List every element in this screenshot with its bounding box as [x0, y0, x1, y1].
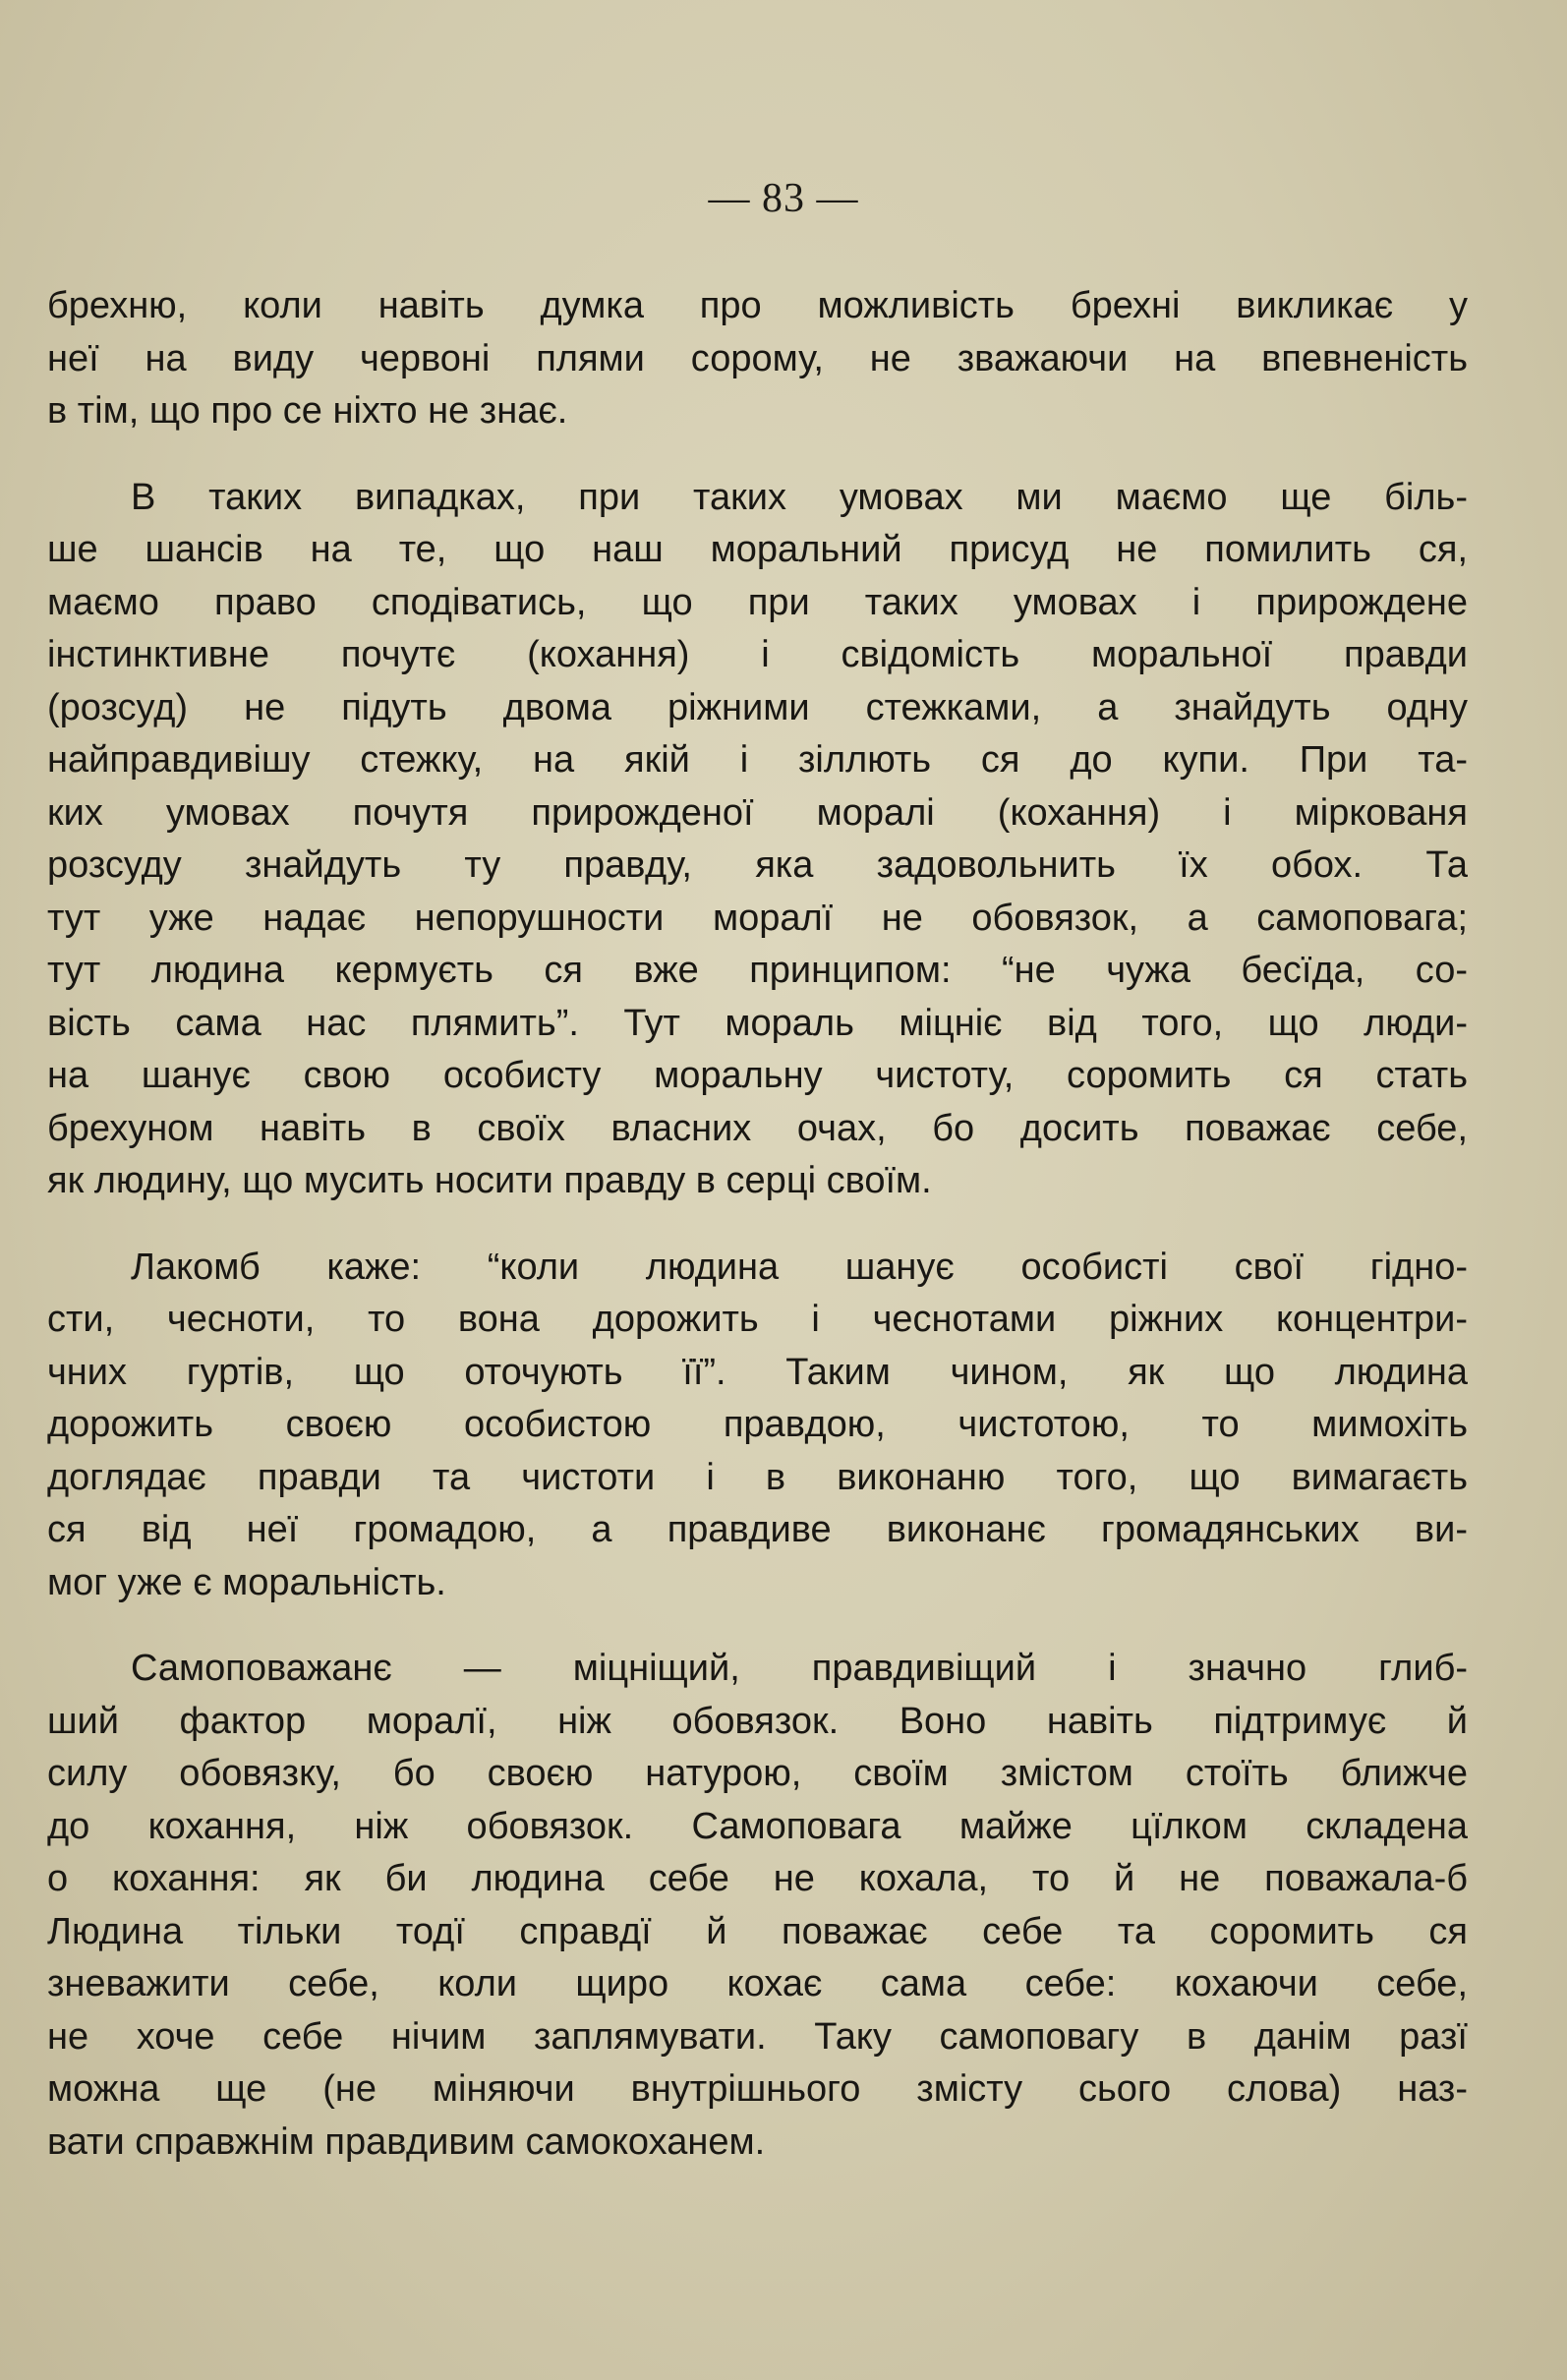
- text-line: тут людина кермуєть ся вже принципом: “не чужа бесїда, со-: [47, 950, 1468, 991]
- text-line: мог уже є моральність.: [47, 1561, 446, 1603]
- text-line: в тім, що про се ніхто не знає.: [47, 390, 568, 432]
- paragraph-3: [47, 1242, 1468, 1610]
- text-line: Самоповажанє — міцніщий, правдивіщий і значно глиб-: [131, 1648, 1468, 1689]
- text-line: не хоче себе нічим заплямувати. Таку самоповагу в данім разї: [47, 2015, 1468, 2058]
- text-line: неї на виду червоні плями сорому, не зважаючи на впевненість: [47, 337, 1468, 379]
- text-line: ший фактор моралї, ніж обовязок. Воно навіть підтримує й: [47, 1700, 1468, 1742]
- text-line: брехуном навіть в своїх власних очах, бо досить поважає себе,: [47, 1107, 1468, 1149]
- paragraph-1: [47, 280, 1468, 438]
- text-line: на шанує свою особисту моральну чистоту, соромить ся стать: [47, 1055, 1468, 1096]
- text-line: вість сама нас плямить”. Тут мораль міцніє від того, що люди-: [47, 1002, 1468, 1044]
- text-line: розсуду знайдуть ту правду, яка задовольнить їх обох. Та: [47, 844, 1468, 886]
- text-line: зневажити себе, коли щиро кохає сама себе: кохаючи себе,: [47, 1963, 1468, 2004]
- text-line: маємо право сподіватись, що при таких умовах і прирождене: [47, 581, 1468, 623]
- text-line: як людину, що мусить носити правду в серці своїм.: [47, 1160, 932, 1201]
- text-line: інстинктивне почутє (кохання) і свідомість моральної правди: [47, 634, 1468, 675]
- text-line: Лакомб каже: “коли людина шанує особисті свої гідно-: [131, 1246, 1468, 1288]
- text-line: Людина тільки тодї справдї й поважає себе та соромить ся: [47, 1910, 1468, 1952]
- text-line: В таких випадках, при таких умовах ми маємо ще біль-: [131, 476, 1468, 518]
- text-line: брехню, коли навіть думка про можливість брехні викликає у: [47, 285, 1468, 326]
- text-line: доглядає правди та чистоти і в виконаню того, що вимагаєть: [47, 1456, 1468, 1498]
- body-text: [47, 280, 1468, 2202]
- text-line: о кохання: як би людина себе не кохала, то й не поважала-б: [47, 1858, 1468, 1899]
- page-number: — 83 —: [708, 176, 859, 221]
- text-line: чних гуртів, що оточують її”. Таким чином, як що людина: [47, 1351, 1468, 1393]
- paragraph-2: [47, 472, 1468, 1208]
- paragraph-4: [47, 1643, 1468, 2169]
- text-line: ся від неї громадою, а правдиве виконанє громадянських ви-: [47, 1509, 1468, 1550]
- text-line: ких умовах почутя прирожденої моралі (кохання) і міркованя: [47, 791, 1468, 834]
- text-line: вати справжнім правдивим самокоханем.: [47, 2120, 766, 2163]
- text-line: сти, чесноти, то вона дорожить і чеснотами ріжних концентри-: [47, 1299, 1468, 1340]
- text-line: дорожить своєю особистою правдою, чистотою, то мимохіть: [47, 1404, 1468, 1445]
- text-line: силу обовязку, бо своєю натурою, своїм змістом стоїть ближче: [47, 1753, 1468, 1794]
- text-line: ше шансів на те, що наш моральний присуд не помилить ся,: [47, 529, 1468, 570]
- text-line: тут уже надає непорушности моралї не обовязок, а самоповага;: [47, 897, 1468, 939]
- text-line: (розсуд) не підуть двома ріжними стежками, а знайдуть одну: [47, 686, 1468, 728]
- text-line: найправдивішу стежку, на якій і зіллють ся до купи. При та-: [47, 739, 1468, 781]
- text-line: до кохання, ніж обовязок. Самоповага майже цїлком складена: [47, 1805, 1468, 1847]
- text-line: можна ще (не міняючи внутрішнього змісту сього слова) наз-: [47, 2068, 1468, 2110]
